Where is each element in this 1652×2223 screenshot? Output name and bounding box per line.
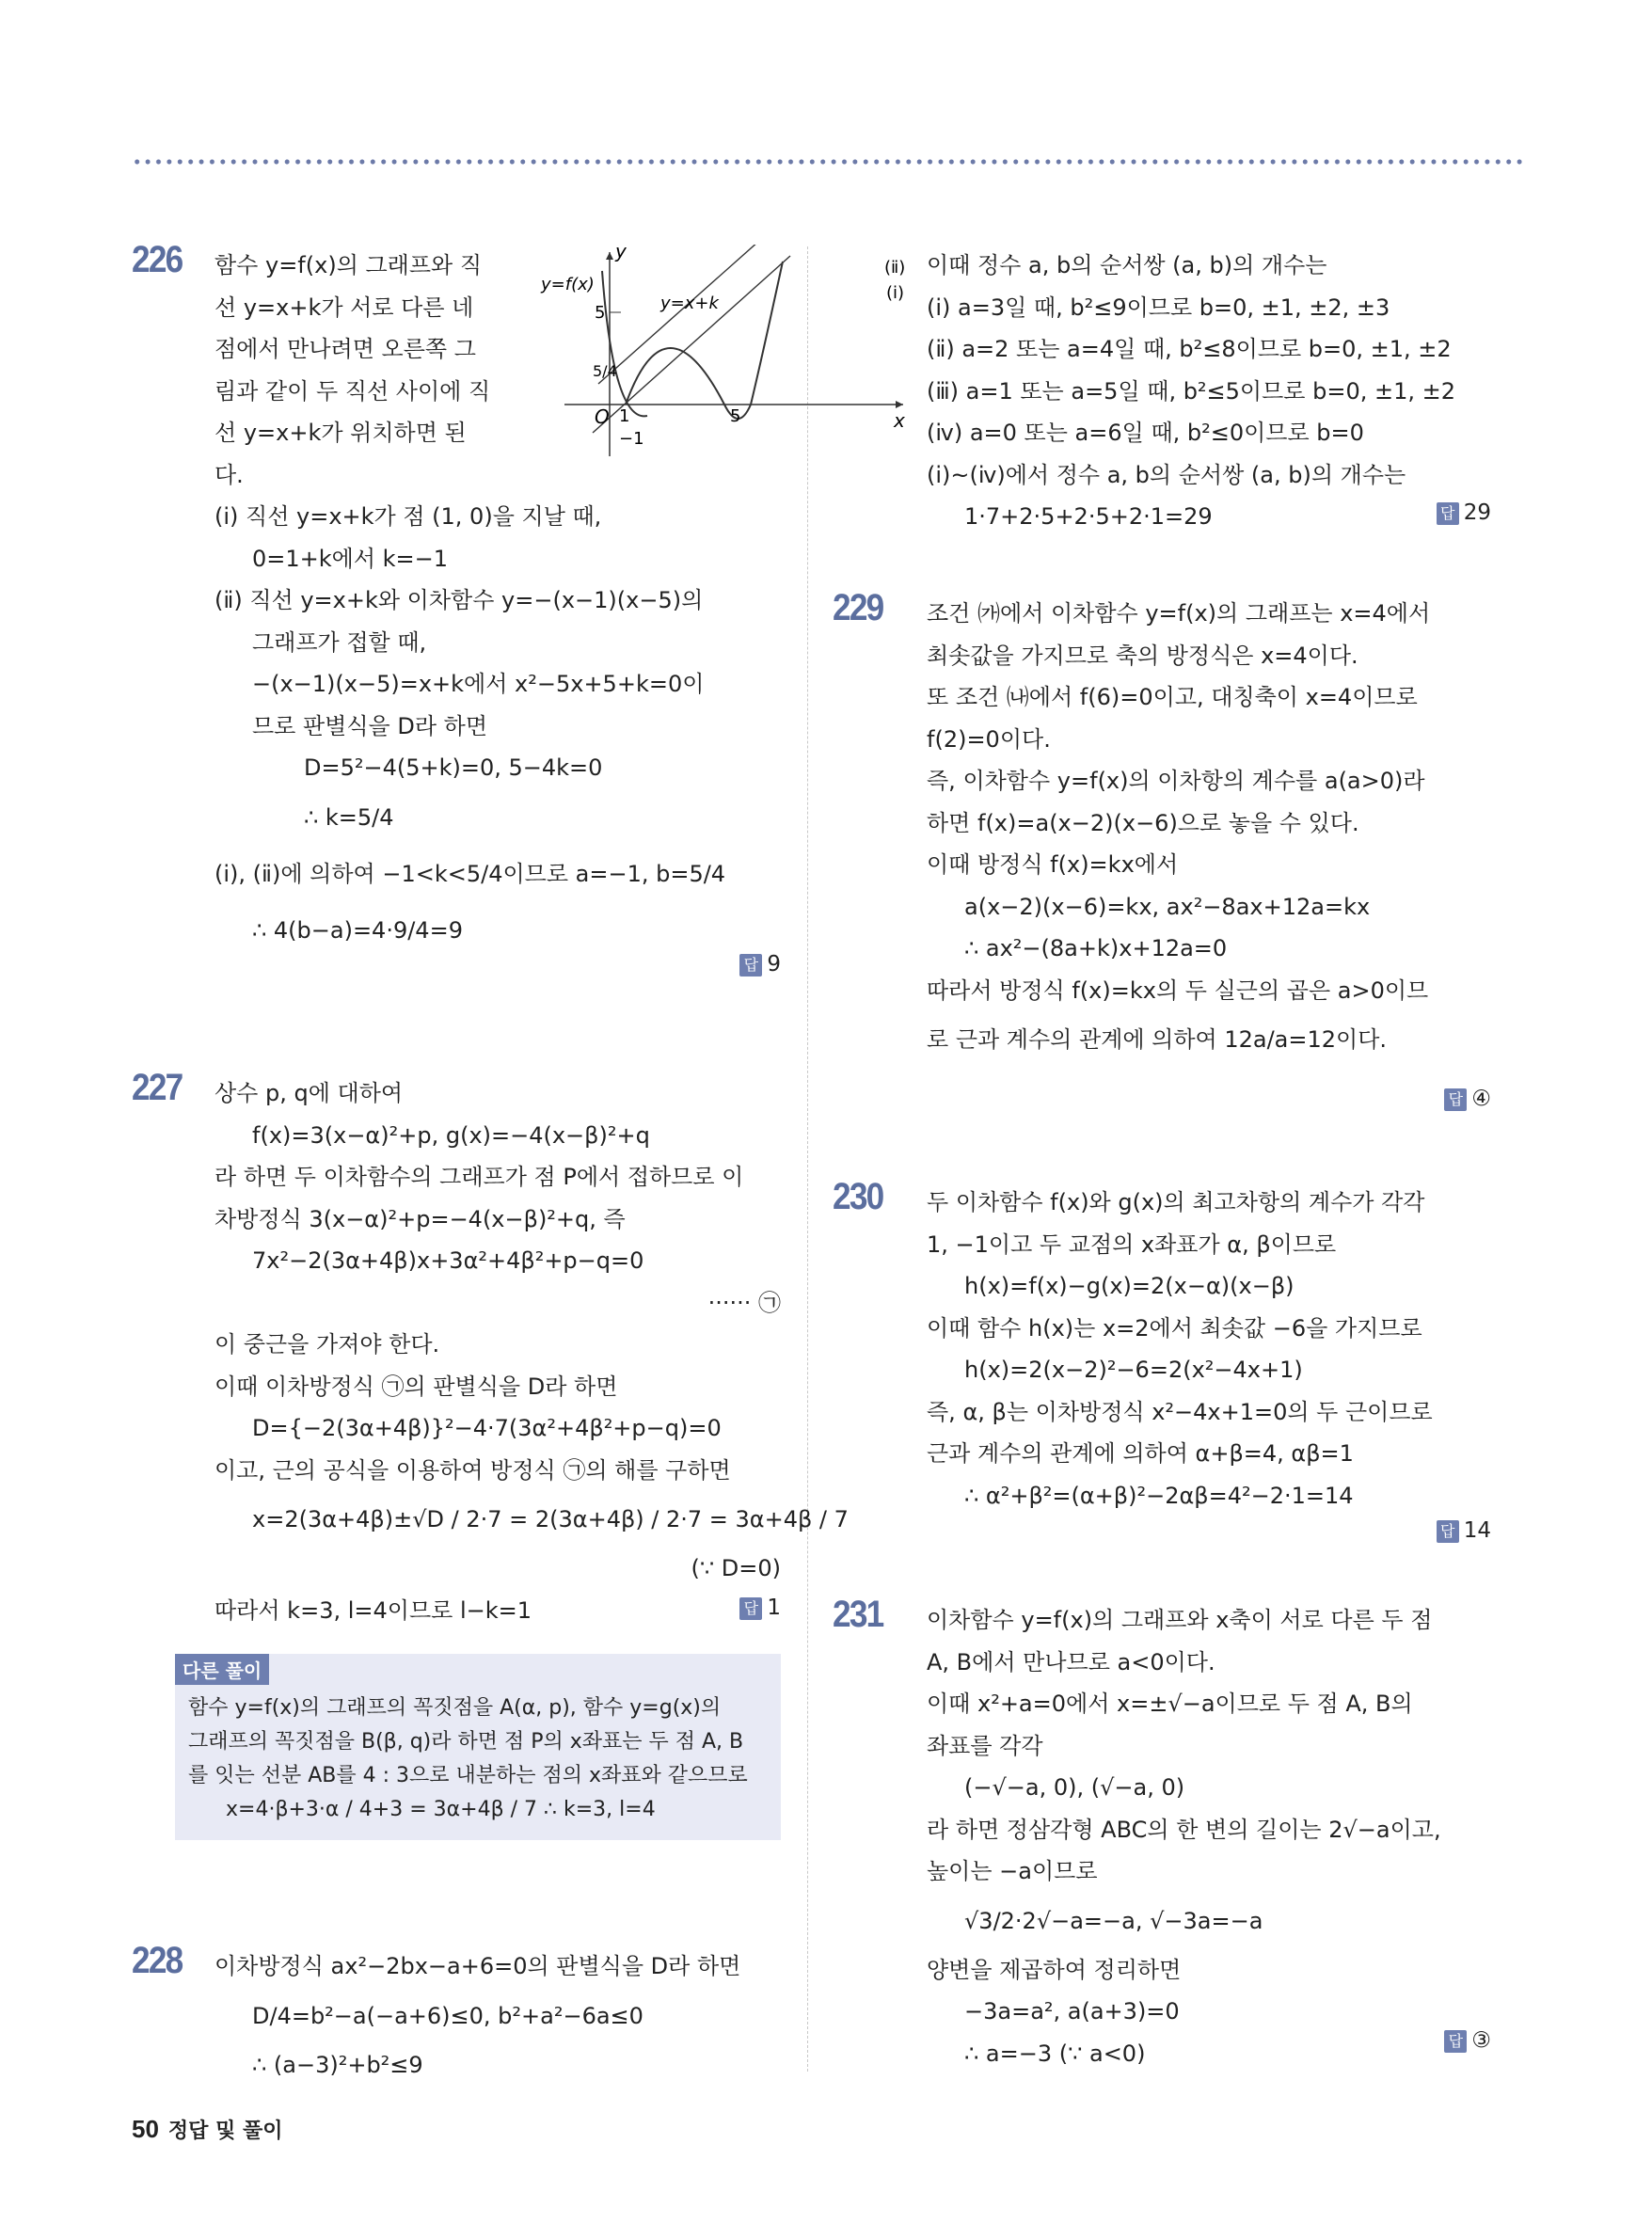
text-line: ∴ 4(b−a)=4·9/4=9 [252, 916, 463, 944]
text-line: 상수 p, q에 대하여 [214, 1080, 404, 1106]
text-line: h(x)=f(x)−g(x)=2(x−α)(x−β) [964, 1273, 1295, 1299]
text-line: 따라서 방정식 f(x)=kx의 두 실근의 곱은 a>0이므 [927, 977, 1429, 1004]
text-line: ······ ㉠ [707, 1289, 781, 1316]
text-line: 라 하면 정삼각형 ABC의 한 변의 길이는 2√−a이고, [927, 1816, 1441, 1843]
text-line: 최솟값을 가지므로 축의 방정식은 x=4이다. [927, 642, 1358, 669]
answer [739, 1596, 781, 1620]
text-line: ∴ α²+β²=(α+β)²−2αβ=4²−2·1=14 [964, 1482, 1354, 1509]
text-line: (∵ D=0) [691, 1555, 781, 1581]
solution-body [927, 245, 1491, 538]
text-line: 로 근과 계수의 관계에 의하여 12a/a=12이다. [927, 1026, 1388, 1053]
answer [1437, 1518, 1491, 1543]
solution-body [927, 1182, 1491, 1516]
text-line: 이 중근을 가져야 한다. [214, 1331, 440, 1358]
text-line: f(x)=3(x−α)²+p, g(x)=−4(x−β)²+q [252, 1121, 650, 1149]
answer-badge: 답 [739, 1597, 762, 1620]
text-line: 1·7+2·5+2·5+2·1=29 [964, 503, 1213, 530]
text-line: 따라서 k=3, l=4이므로 l−k=1 [214, 1596, 532, 1624]
text-line: 다. [214, 461, 244, 488]
text-line: f(2)=0이다. [927, 725, 1051, 753]
problem-number: 227 [132, 1067, 183, 1108]
text-line: 함수 y=f(x)의 그래프의 꼭짓점을 A(α, p), 함수 y=g(x)의 [188, 1696, 722, 1720]
answer-badge: 답 [739, 954, 762, 977]
text-line: x=2(3α+4β)±√D / 2·7 = 2(3α+4β) / 2·7 = 3α+4β / 7 [252, 1506, 849, 1532]
text-line: 이고, 근의 공식을 이용하여 방정식 ㉠의 해를 구하면 [214, 1456, 731, 1484]
answer-badge: 답 [1444, 1088, 1467, 1111]
text-line: 이때 이차방정식 ㉠의 판별식을 D라 하면 [214, 1373, 618, 1400]
solution-body [214, 1072, 849, 1631]
answer-value: 29 [1463, 500, 1491, 525]
problem-number: 228 [132, 1940, 183, 1981]
text-line: (ⅰ), (ⅱ)에 의하여 −1<k<5/4이므로 a=−1, b=5/4 [214, 860, 726, 887]
column-divider [807, 246, 808, 2072]
alternative-solution-tag: 다른 풀이 [175, 1654, 269, 1685]
graph-226 [536, 245, 913, 461]
problem-number: 229 [833, 587, 883, 628]
text-line: 이때 정수 a, b의 순서쌍 (a, b)의 개수는 [927, 252, 1327, 278]
text-line: −(x−1)(x−5)=x+k에서 x²−5x+5+k=0이 [252, 671, 705, 697]
graph-neg1: −1 [619, 429, 644, 449]
answer-value: 9 [767, 952, 781, 977]
text-line: 선 y=x+k가 서로 다른 네 [214, 294, 474, 321]
text-line: (ⅲ) a=1 또는 a=5일 때, b²≤5이므로 b=0, ±1, ±2 [927, 377, 1456, 405]
text-line: (ⅳ) a=0 또는 a=6일 때, b²≤0이므로 b=0 [927, 420, 1364, 446]
text-line: 점에서 만나려면 오른쪽 그 [214, 336, 476, 362]
graph-fx-label: y=f(x) [541, 275, 595, 294]
answer [1444, 2028, 1491, 2053]
text-line: (−√−a, 0), (√−a, 0) [964, 1774, 1185, 1801]
answer-badge: 답 [1437, 1520, 1459, 1543]
text-line: a(x−2)(x−6)=kx, ax²−8ax+12a=kx [964, 893, 1371, 920]
text-line: D/4=b²−a(−a+6)≤0, b²+a²−6a≤0 [252, 2002, 643, 2029]
graph-ii-label: (ⅱ) [884, 258, 906, 278]
answer [739, 952, 781, 977]
text-line: (ⅱ) a=2 또는 a=4일 때, b²≤8이므로 b=0, ±1, ±2 [927, 336, 1452, 362]
solution-body [927, 593, 1491, 1068]
text-line: (ⅰ) 직선 y=x+k가 점 (1, 0)을 지날 때, [214, 503, 602, 530]
text-line: 근과 계수의 관계에 의하여 α+β=4, αβ=1 [927, 1440, 1354, 1467]
graph-line-label: y=x+k [660, 294, 719, 313]
text-line: 0=1+k에서 k=−1 [252, 545, 449, 572]
text-line: D={−2(3α+4β)}²−4·7(3α²+4β²+p−q)=0 [252, 1415, 722, 1441]
answer-value: 14 [1463, 1518, 1491, 1543]
text-line: ∴ a=−3 (∵ a<0) [964, 2040, 1146, 2067]
text-line: 선 y=x+k가 위치하면 된 [214, 420, 467, 446]
text-line: 를 잇는 선분 AB를 4 : 3으로 내분하는 점의 x좌표와 같으므로 [188, 1764, 748, 1787]
text-line: 또 조건 ㈏에서 f(6)=0이고, 대칭축이 x=4이므로 [927, 684, 1418, 710]
text-line: 그래프가 접할 때, [252, 628, 427, 656]
text-line: 양변을 제곱하여 정리하면 [927, 1956, 1182, 1983]
text-line: 좌표를 각각 [927, 1732, 1043, 1759]
text-line: ∴ (a−3)²+b²≤9 [252, 2051, 423, 2078]
answer [1437, 500, 1491, 525]
page-number: 50 [132, 2115, 159, 2143]
text-line: 두 이차함수 f(x)와 g(x)의 최고차항의 계수가 각각 [927, 1189, 1425, 1215]
header-dotted-rule [132, 158, 1524, 166]
graph-y-label: y [615, 245, 627, 262]
graph-one: 1 [619, 406, 630, 426]
text-line: 차방정식 3(x−α)²+p=−4(x−β)²+q, 즉 [214, 1205, 626, 1232]
problem-number: 230 [833, 1176, 883, 1217]
solution-body [214, 1945, 781, 2086]
text-line: 즉, 이차함수 y=f(x)의 이차항의 계수를 a(a>0)라 [927, 768, 1425, 794]
alternative-solution-box [175, 1654, 781, 1840]
text-line: ∴ ax²−(8a+k)x+12a=0 [964, 935, 1228, 961]
text-line: 므로 판별식을 D라 하면 [252, 712, 488, 739]
problem-number: 231 [833, 1594, 883, 1635]
text-line: 림과 같이 두 직선 사이에 직 [214, 377, 491, 405]
graph-five-x: 5 [730, 406, 741, 426]
text-line: A, B에서 만나므로 a<0이다. [927, 1648, 1215, 1675]
graph-i-label: (ⅰ) [886, 283, 905, 303]
text-line: 라 하면 두 이차함수의 그래프가 점 P에서 접하므로 이 [214, 1164, 744, 1190]
text-line: (ⅰ) a=3일 때, b²≤9이므로 b=0, ±1, ±2, ±3 [927, 294, 1390, 321]
graph-five-y: 5 [595, 303, 606, 323]
answer-value: ③ [1471, 2028, 1491, 2053]
page-label: 정답 및 풀이 [167, 2120, 283, 2143]
text-line: 높이는 −a이므로 [927, 1858, 1098, 1884]
answer-value: ④ [1471, 1087, 1491, 1111]
solution-body [927, 1599, 1491, 2074]
text-line: 이때 방정식 f(x)=kx에서 [927, 851, 1179, 878]
text-line: 이차방정식 ax²−2bx−a+6=0의 판별식을 D라 하면 [214, 1953, 741, 1979]
text-line: D=5²−4(5+k)=0, 5−4k=0 [304, 754, 603, 781]
text-line: 7x²−2(3α+4β)x+3α²+4β²+p−q=0 [252, 1247, 644, 1274]
graph-fivefour: 5/4 [593, 362, 617, 380]
text-line: (ⅰ)~(ⅳ)에서 정수 a, b의 순서쌍 (a, b)의 개수는 [927, 461, 1406, 488]
answer-badge: 답 [1437, 502, 1459, 525]
text-line: 조건 ㈎에서 이차함수 y=f(x)의 그래프는 x=4에서 [927, 600, 1431, 627]
answer [1444, 1087, 1491, 1111]
text-line: ∴ k=5/4 [304, 803, 394, 831]
text-line: 이차함수 y=f(x)의 그래프와 x축이 서로 다른 두 점 [927, 1607, 1433, 1633]
text-line: 이때 함수 h(x)는 x=2에서 최솟값 −6을 가지므로 [927, 1314, 1422, 1342]
text-line: −3a=a², a(a+3)=0 [964, 1998, 1180, 2025]
text-line: 즉, α, β는 이차방정식 x²−4x+1=0의 두 근이므로 [927, 1398, 1433, 1425]
text-line: x=4·β+3·α / 4+3 = 3α+4β / 7 ∴ k=3, l=4 [226, 1798, 656, 1821]
text-line: 1, −1이고 두 교점의 x좌표가 α, β이므로 [927, 1231, 1337, 1258]
answer-value: 1 [767, 1596, 781, 1620]
graph-origin: O [595, 405, 610, 428]
text-line: 하면 f(x)=a(x−2)(x−6)으로 놓을 수 있다. [927, 809, 1359, 836]
problem-number: 226 [132, 239, 183, 280]
text-line: √3/2·2√−a=−a, √−3a=−a [964, 1907, 1263, 1934]
text-line: 함수 y=f(x)의 그래프와 직 [214, 252, 483, 278]
text-line: (ⅱ) 직선 y=x+k와 이차함수 y=−(x−1)(x−5)의 [214, 587, 704, 613]
graph-x-label: x [894, 409, 905, 432]
text-line: 그래프의 꼭짓점을 B(β, q)라 하면 점 P의 x좌표는 두 점 A, B [188, 1730, 744, 1754]
text-line: h(x)=2(x−2)²−6=2(x²−4x+1) [964, 1357, 1303, 1383]
page-footer [132, 2115, 283, 2144]
text-line: 이때 x²+a=0에서 x=±√−a이므로 두 점 A, B의 [927, 1691, 1413, 1717]
answer-badge: 답 [1444, 2030, 1467, 2053]
